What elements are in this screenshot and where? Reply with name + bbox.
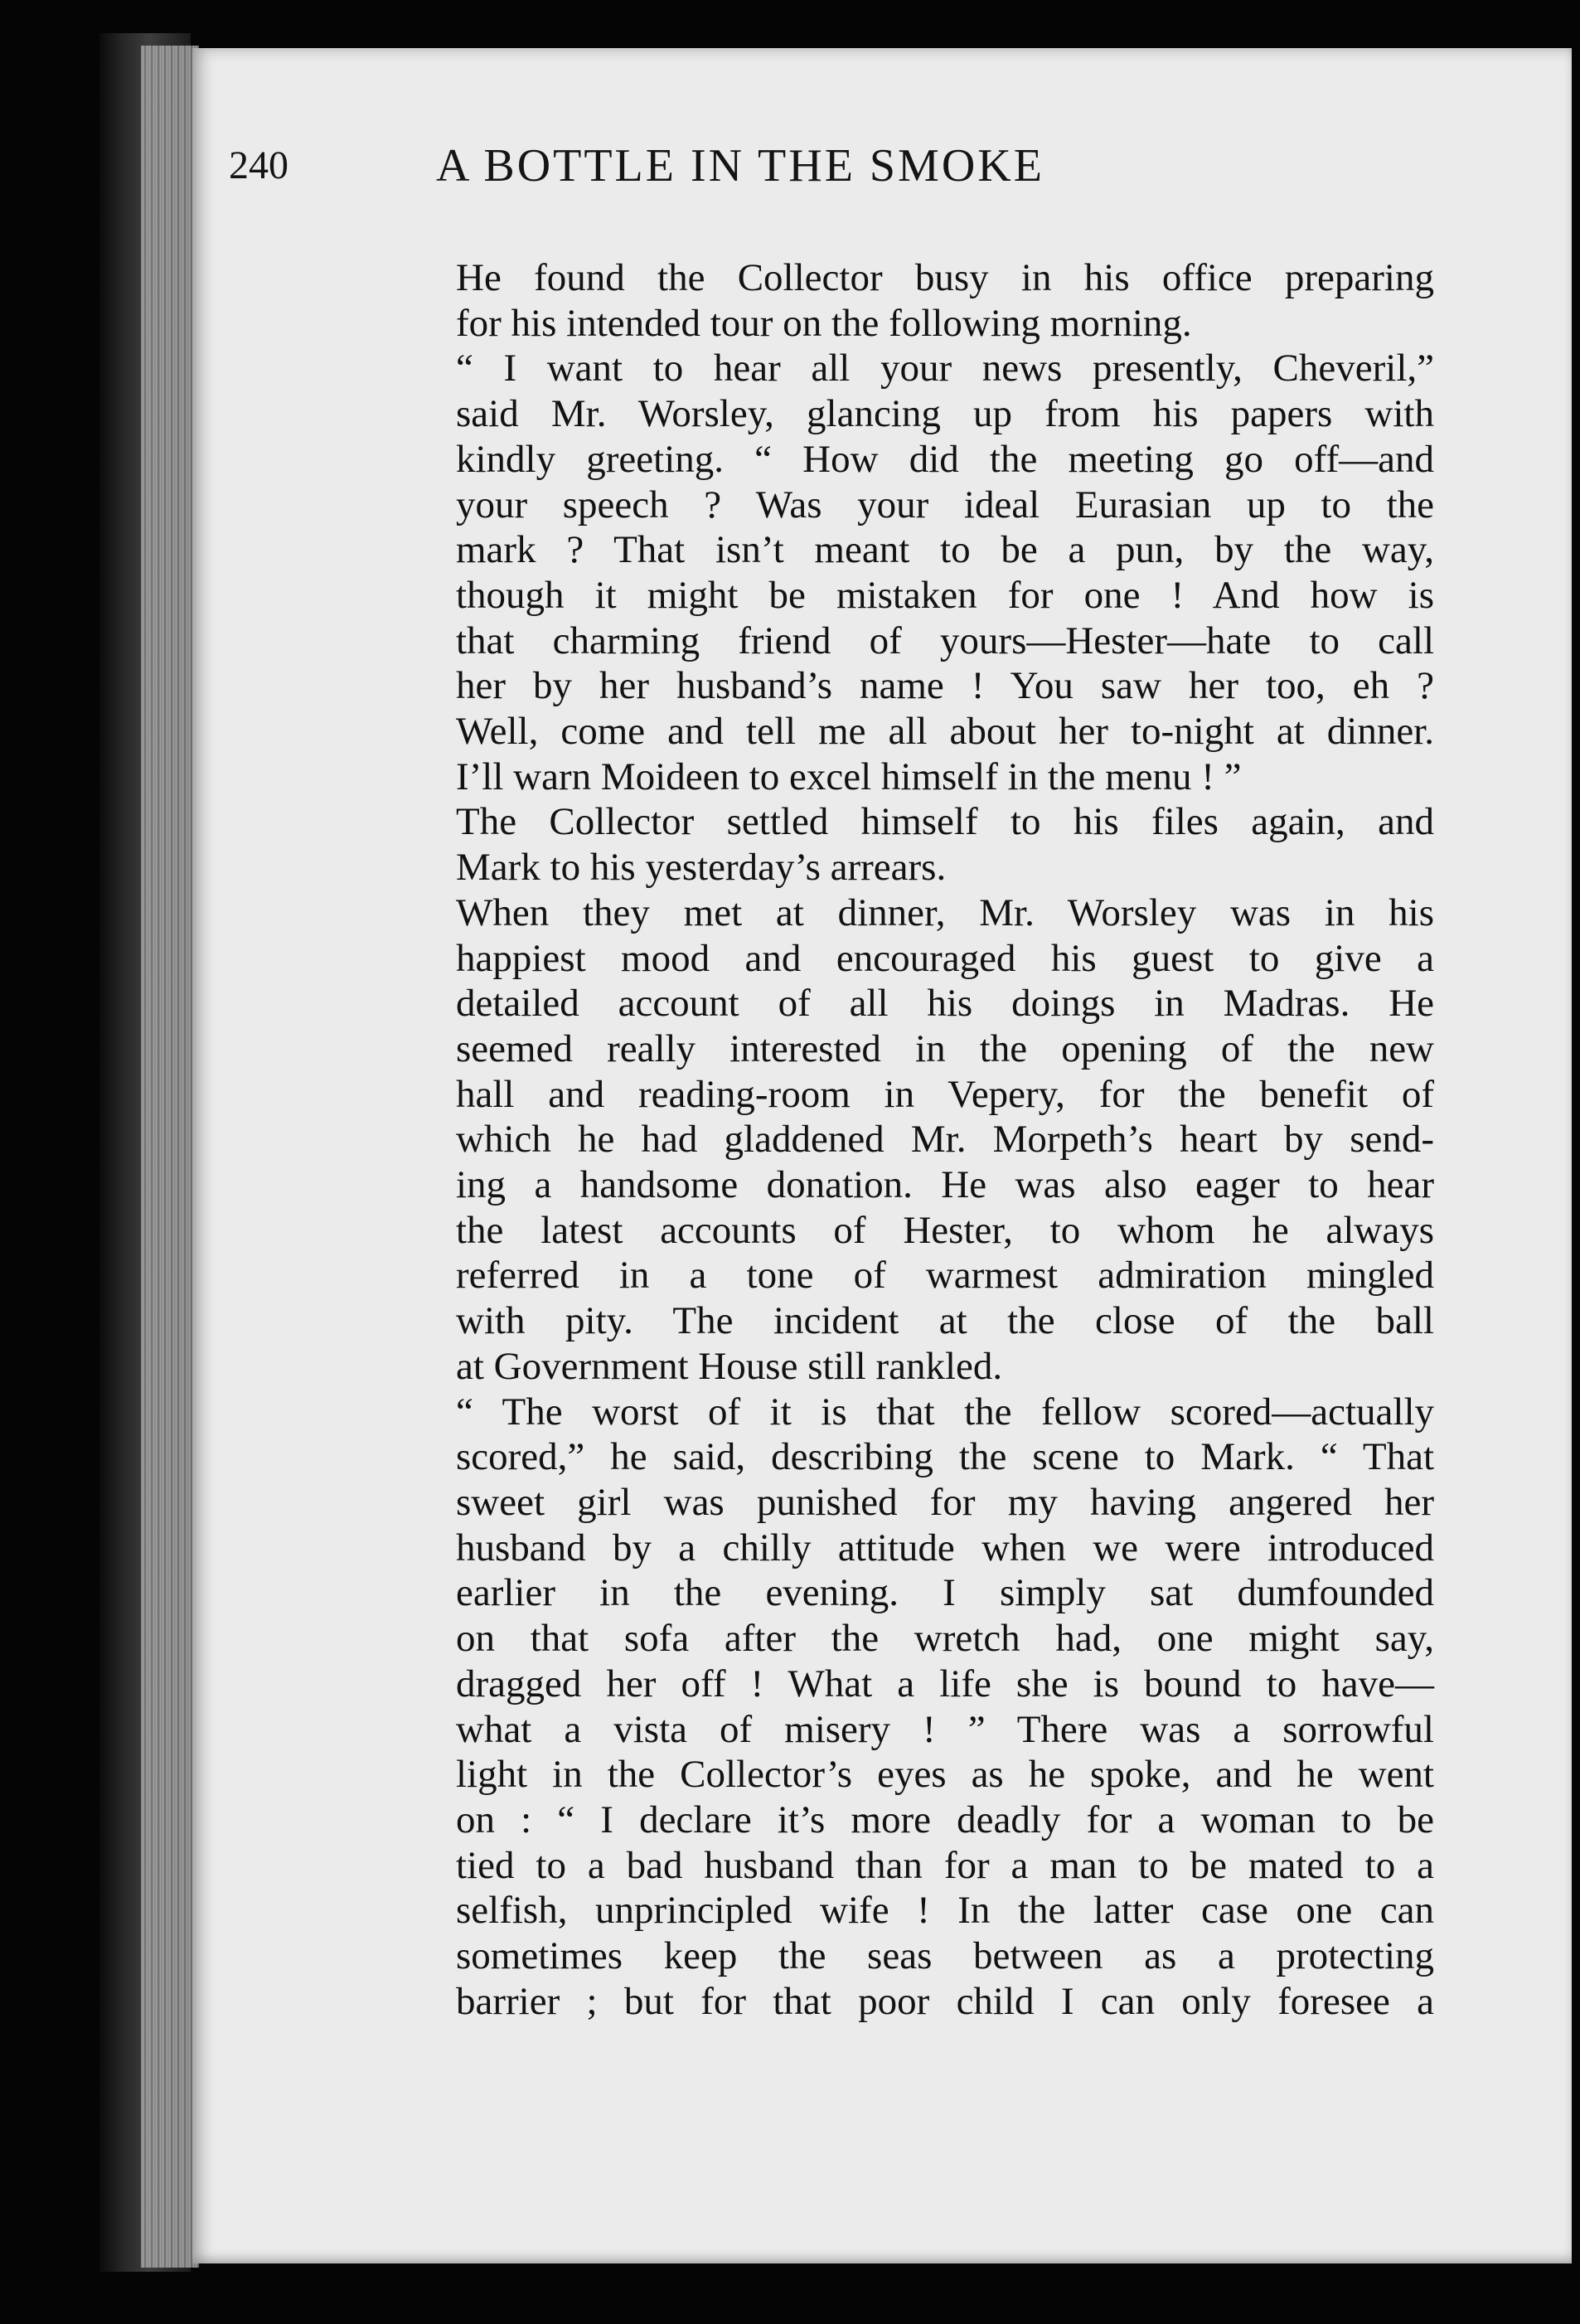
text-line: on : “ I declare it’s more deadly for a woman to be [456,1798,1434,1841]
body-text [406,255,1434,2024]
paragraph [406,346,1434,799]
text-line: with pity. The incident at the close of the ball [456,1299,1434,1343]
text-line: mark ? That isn’t meant to be a pun, by the way, [456,528,1434,572]
page-header [229,124,1273,199]
text-line: kindly greeting. “ How did the meeting go off—and [456,437,1434,481]
page-number: 240 [229,143,288,187]
text-line: hall and reading-room in Vepery, for the benefit of [456,1072,1434,1116]
text-line: light in the Collector’s eyes as he spoke, and he went [456,1753,1434,1797]
text-line: husband by a chilly attitude when we were introduced [456,1526,1434,1570]
text-line: earlier in the evening. I simply sat dumfounded [456,1571,1434,1615]
text-line: said Mr. Worsley, glancing up from his papers with [456,392,1434,436]
text-line: The Collector settled himself to his files again, and [456,800,1434,844]
text-line: scored,” he said, describing the scene to Mark. “ That [456,1435,1434,1479]
paragraph [406,890,1434,1390]
paragraph [406,1390,1434,2025]
text-line: though it might be mistaken for one ! And how is [456,573,1434,617]
text-line: ing a handsome donation. He was also eager to hear [456,1163,1434,1207]
text-line: at Government House still rankled. [456,1344,1003,1388]
text-line: your speech ? Was your ideal Eurasian up to the [456,483,1434,526]
text-line: Well, come and tell me all about her to-night at dinner. [456,710,1434,754]
text-line: for his intended tour on the following morning. [456,301,1192,345]
running-title: A BOTTLE IN THE SMOKE [436,140,1044,192]
text-line: I’ll warn Moideen to excel himself in the menu ! ” [456,754,1242,798]
text-line: “ I want to hear all your news presently, Cheveril,” [456,347,1434,391]
text-line: When they met at dinner, Mr. Worsley was in his [456,890,1434,934]
page-edges [141,46,199,2268]
text-line: seemed really interested in the opening of the new [456,1026,1434,1070]
text-line: “ The worst of it is that the fellow scored—actually [456,1390,1434,1434]
text-line: sometimes keep the seas between as a protecting [456,1934,1434,1978]
text-line: Mark to his yesterday’s arrears. [456,846,947,890]
text-line: happiest mood and encouraged his guest to give a [456,936,1434,980]
text-line: her by her husband’s name ! You saw her too, eh ? [456,664,1434,708]
text-line: the latest accounts of Hester, to whom he always [456,1208,1434,1252]
text-line: barrier ; but for that poor child I can only foresee a [456,1979,1434,2023]
text-line: on that sofa after the wretch had, one might say, [456,1617,1434,1661]
text-line: selfish, unprincipled wife ! In the latter case one can [456,1889,1434,1933]
paragraph [406,255,1434,346]
text-line: tied to a bad husband than for a man to be mated to a [456,1843,1434,1887]
text-line: referred in a tone of warmest admiration mingled [456,1254,1434,1298]
text-line: what a vista of misery ! ” There was a sorrowful [456,1707,1434,1751]
text-line: sweet girl was punished for my having angered her [456,1480,1434,1524]
text-line: dragged her off ! What a life she is bound to have— [456,1662,1434,1705]
text-line: detailed account of all his doings in Madras. He [456,982,1434,1026]
text-line: He found the Collector busy in his office preparing [456,256,1434,299]
text-line: that charming friend of yours—Hester—hate to call [456,619,1434,662]
text-line: which he had gladdened Mr. Morpeth’s heart by send- [456,1118,1434,1162]
paragraph [406,799,1434,890]
